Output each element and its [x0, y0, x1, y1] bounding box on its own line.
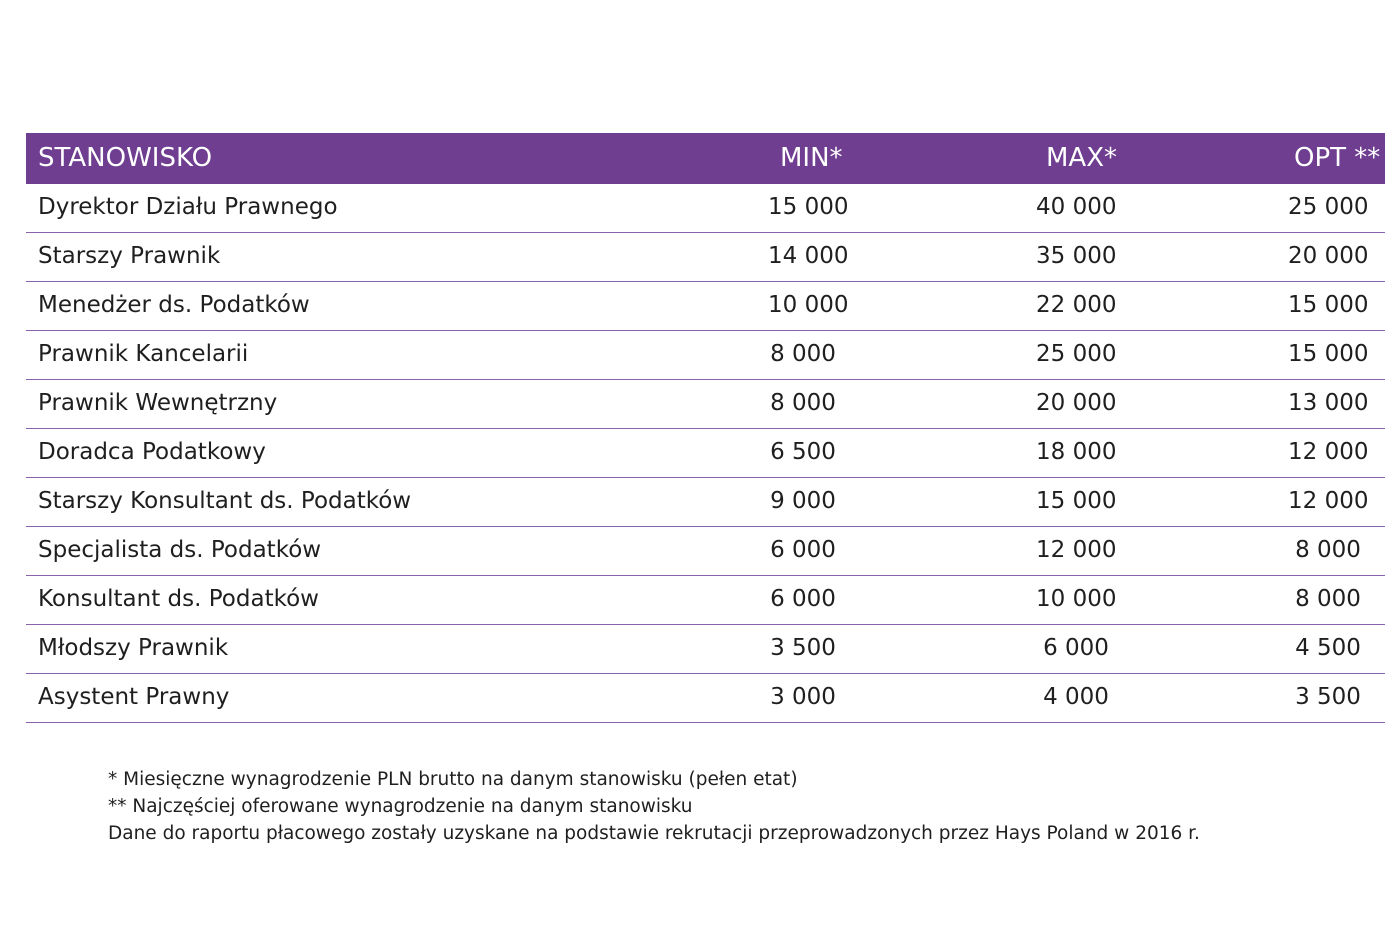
footnote-min-max: * Miesięczne wynagrodzenie PLN brutto na danym stanowisku (pełen etat)	[108, 769, 798, 790]
cell-min: 9 000	[770, 488, 836, 514]
table-row	[26, 478, 1385, 527]
table-row	[26, 429, 1385, 478]
table-row	[26, 625, 1385, 674]
footnote-opt: ** Najczęściej oferowane wynagrodzenie na danym stanowisku	[108, 796, 693, 817]
cell-max: 25 000	[1036, 341, 1117, 367]
cell-opt: 25 000	[1288, 194, 1369, 220]
header-opt: OPT **	[1294, 143, 1381, 173]
cell-position: Doradca Podatkowy	[38, 439, 266, 465]
cell-opt: 8 000	[1295, 586, 1361, 612]
cell-max: 18 000	[1036, 439, 1117, 465]
footnote-source: Dane do raportu płacowego zostały uzyskane na podstawie rekrutacji przeprowadzonych przez Hays Poland w 2016 r.	[108, 823, 1200, 844]
cell-max: 40 000	[1036, 194, 1117, 220]
table-row	[26, 380, 1385, 429]
cell-min: 6 000	[770, 586, 836, 612]
cell-opt: 12 000	[1288, 439, 1369, 465]
cell-opt: 8 000	[1295, 537, 1361, 563]
cell-min: 3 000	[770, 684, 836, 710]
table-row	[26, 576, 1385, 625]
cell-min: 14 000	[768, 243, 849, 269]
cell-max: 6 000	[1043, 635, 1109, 661]
footnotes	[108, 766, 1200, 847]
cell-max: 12 000	[1036, 537, 1117, 563]
table-row	[26, 674, 1385, 723]
cell-opt: 12 000	[1288, 488, 1369, 514]
cell-max: 10 000	[1036, 586, 1117, 612]
cell-min: 6 000	[770, 537, 836, 563]
header-min: MIN*	[780, 143, 843, 173]
header-max: MAX*	[1046, 143, 1118, 173]
header-position: STANOWISKO	[38, 143, 213, 173]
cell-position: Konsultant ds. Podatków	[38, 586, 319, 612]
cell-max: 4 000	[1043, 684, 1109, 710]
cell-position: Prawnik Wewnętrzny	[38, 390, 278, 416]
cell-position: Młodszy Prawnik	[38, 635, 229, 661]
cell-max: 20 000	[1036, 390, 1117, 416]
cell-opt: 4 500	[1295, 635, 1361, 661]
cell-opt: 13 000	[1288, 390, 1369, 416]
table-body	[26, 184, 1385, 723]
table-row	[26, 331, 1385, 380]
cell-min: 15 000	[768, 194, 849, 220]
cell-opt: 20 000	[1288, 243, 1369, 269]
table-row	[26, 527, 1385, 576]
cell-min: 3 500	[770, 635, 836, 661]
cell-opt: 15 000	[1288, 341, 1369, 367]
table-row	[26, 184, 1385, 233]
cell-max: 22 000	[1036, 292, 1117, 318]
cell-min: 8 000	[770, 341, 836, 367]
cell-min: 10 000	[768, 292, 849, 318]
cell-max: 15 000	[1036, 488, 1117, 514]
cell-position: Asystent Prawny	[38, 684, 230, 710]
cell-opt: 15 000	[1288, 292, 1369, 318]
table-header	[26, 133, 1385, 184]
salary-table	[26, 133, 1385, 723]
cell-min: 8 000	[770, 390, 836, 416]
cell-position: Starszy Konsultant ds. Podatków	[38, 488, 412, 514]
table-row	[26, 282, 1385, 331]
cell-min: 6 500	[770, 439, 836, 465]
cell-max: 35 000	[1036, 243, 1117, 269]
cell-position: Prawnik Kancelarii	[38, 341, 249, 367]
cell-position: Dyrektor Działu Prawnego	[38, 194, 338, 220]
cell-position: Starszy Prawnik	[38, 243, 221, 269]
cell-opt: 3 500	[1295, 684, 1361, 710]
table-row	[26, 233, 1385, 282]
cell-position: Specjalista ds. Podatków	[38, 537, 322, 563]
cell-position: Menedżer ds. Podatków	[38, 292, 310, 318]
